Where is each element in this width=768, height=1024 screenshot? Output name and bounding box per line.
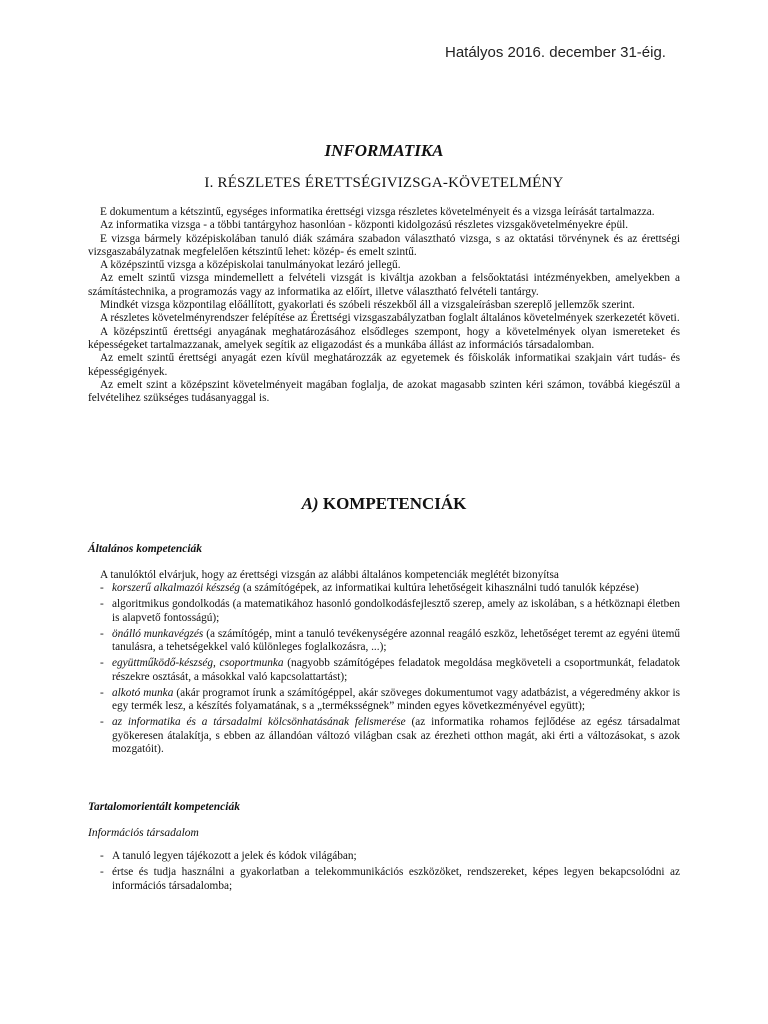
general-competencies-heading: Általános kompetenciák [88, 543, 203, 555]
info-society-list [100, 850, 680, 896]
competency-term: alkotó munka [112, 686, 174, 699]
section-heading-competencies [0, 494, 768, 514]
intro-paragraph: A részletes követelményrendszer felépítése az Érettségi vizsgaszabályzatban foglalt általános követelmények szerkezetét követi. [100, 312, 680, 325]
section-letter: A) [301, 494, 319, 513]
list-item: - együttműködő-készség, csoportmunka (nagyobb számítógépes feladatok megoldása megköveteli a csoportmunkát, feladatok részekre osztását, a másokkal való kapcsolattartást); [100, 657, 680, 683]
competency-term: önálló munkavégzés [112, 627, 204, 640]
list-item: - alkotó munka (akár programot írunk a számítógéppel, akár szöveges dokumentumot vagy adatbázist, a végeredmény akkor is egy termék lesz, a készítés folyamatának, s a „terméksségnek” minden egyes következményével együtt); [100, 686, 680, 713]
intro-paragraph: Mindkét vizsga központilag előállított, gyakorlati és szóbeli részekből áll a vizsgaleírásban szereplő jellemzők szerint. [100, 299, 635, 312]
list-item: - A tanuló legyen tájékozott a jelek és kódok világában; [100, 850, 357, 862]
intro-paragraph: E dokumentum a kétszintű, egységes informatika érettségi vizsga részletes követelményeit és a vizsga leírását tartalmazza. [100, 206, 655, 218]
competency-list [100, 582, 680, 759]
competency-text: (nagyobb számítógépes feladatok megoldása megköveteli a csoportmunkát, feladatok részekre osztását, a másokkal való kapcsolattartást); [112, 657, 680, 683]
content-competencies-heading: Tartalomorientált kompetenciák [88, 801, 240, 813]
intro-paragraph: Az emelt szintű vizsga mindemellett a felvételi vizsgát is kiváltja azokban a felsőoktatási intézményekben, amelyekben a számítástechnika, a programozás vagy az informatika az előírt, illetve választható felvételi tantárgy. [88, 272, 680, 298]
validity-note: Hatályos 2016. december 31-éig. [445, 44, 666, 61]
intro-paragraph: Az emelt szint a középszint követelményeit magában foglalja, de azokat magasabb szinten kéri számon, továbbá kiegészül a felvételihez szükséges tudásanyaggal is. [88, 378, 680, 405]
info-item-text: A tanuló legyen tájékozott a jelek és kódok világában; [112, 850, 357, 862]
list-item: - az informatika és a társadalmi kölcsönhatásának felismerése (az informatika rohamos fejlődése az egész társadalmat gyökeresen átalakítja, s ebben az állandóan változó világban csak az érezheti otthon magát, aki érti a változásokat, s azok mozgatóit). [100, 716, 680, 756]
competency-text: algoritmikus gondolkodás (a matematikához hasonló gondolkodásfejlesztő szerep, amely az iskolában, s a hétköznapi életben is alapvető fontosságú); [112, 597, 680, 624]
document-title: INFORMATIKA [324, 141, 444, 160]
list-item: - algoritmikus gondolkodás (a matematikához hasonló gondolkodásfejlesztő szerep, amely az iskolában, s a hétköznapi életben is alapvető fontosságú); [100, 597, 680, 624]
intro-paragraph: E vizsga bármely középiskolában tanuló diák számára szabadon választható vizsga, s az oktatási törvénynek és az érettségi vizsgaszabályzatnak megfelelően kétszintű lehet: közép- és emelt szintű. [88, 232, 680, 258]
document-subtitle: I. RÉSZLETES ÉRETTSÉGIVIZSGA-KÖVETELMÉNY [204, 175, 564, 191]
intro-paragraph: A középszintű vizsga a középiskolai tanulmányokat lezáró jellegű. [100, 259, 401, 272]
info-society-heading: Információs társadalom [88, 827, 199, 839]
intro-paragraph: Az emelt szintű érettségi anyagát ezen kívül meghatározzák az egyetemek és főiskolák informatikai szakjain várt tudás- és képességigények. [88, 352, 680, 378]
competency-text: (a számítógépek, az informatikai kultúra lehetőségeit kihasználni tudó tanulók képzése) [240, 582, 639, 594]
competency-term: együttműködő-készség, csoportmunka [112, 657, 284, 670]
competency-term: korszerű alkalmazói készség [112, 582, 241, 594]
competency-text: (akár programot írunk a számítógéppel, akár szöveges dokumentumot vagy adatbázist, a végeredmény akkor is egy termék lesz, a készítés folyamatának, s a „terméksségnek” minden egyes következményével együtt); [112, 686, 680, 713]
list-item: - értse és tudja használni a gyakorlatban a telekommunikációs eszközöket, rendszereket, képes legyen bekapcsolódni az információs társadalomba; [100, 865, 680, 892]
competency-term: az informatika és a társadalmi kölcsönhatásának felismerése [112, 716, 406, 729]
list-item: - korszerű alkalmazói készség (a számítógépek, az informatikai kultúra lehetőségeit kihasználni tudó tanulók képzése) [100, 582, 639, 594]
general-competencies-intro: A tanulóktól elvárjuk, hogy az érettségi vizsgán az alábbi általános kompetenciák meglétét bizonyítsa [100, 569, 559, 581]
list-item: - önálló munkavégzés (a számítógép, mint a tanuló tevékenységére azonnal reagáló eszköz, lehetőséget teremt az egyéni ütemű tanulásra, a tehetségekkel való különleges foglalkozásra, ...); [100, 627, 681, 654]
competency-text: (a számítógép, mint a tanuló tevékenységére azonnal reagáló eszköz, lehetőséget teremt az egyéni ütemű tanulásra, a tehetségekkel való különleges foglalkozásra, ...); [112, 627, 681, 654]
intro-section [88, 206, 680, 405]
section-title: KOMPETENCIÁK [322, 494, 467, 513]
info-item-text: értse és tudja használni a gyakorlatban a telekommunikációs eszközöket, rendszereket, képes legyen bekapcsolódni az információs társadalomba; [112, 865, 680, 892]
intro-paragraph: Az informatika vizsga - a többi tantárgyhoz hasonlóan - központi kidolgozású részletes vizsgakövetelményekre épül. [100, 219, 629, 232]
competency-text: (az informatika rohamos fejlődése az egész társadalmat gyökeresen átalakítja, s ebben az állandóan változó világban csak az érezheti otthon magát, aki érti a változásokat, s azok mozgatóit). [112, 716, 680, 756]
intro-paragraph: A középszintű érettségi anyagának meghatározásához elsődleges szempont, hogy a követelmények olyan ismereteket és képességeket tartalmazzanak, amelyek segítik az eligazodást és a munkába állást az információs társadalomban. [88, 325, 680, 351]
